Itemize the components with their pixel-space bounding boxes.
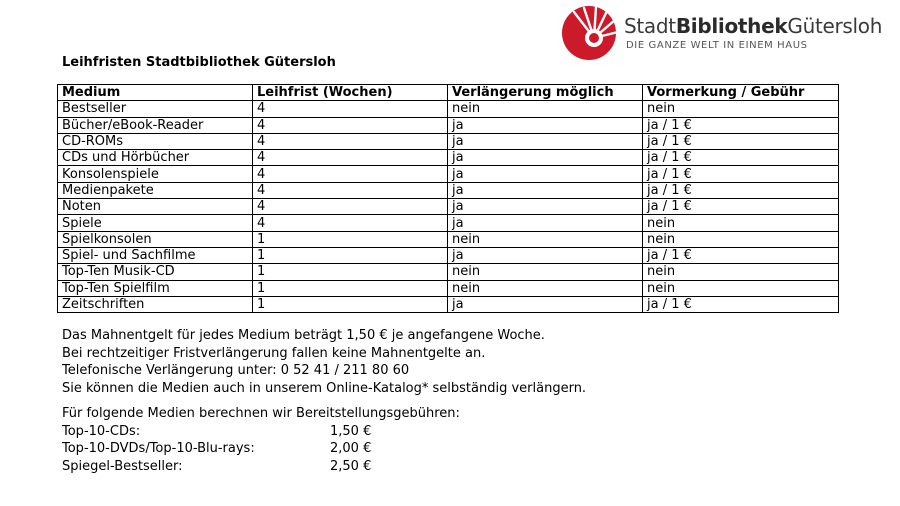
cell-renewal: ja: [448, 199, 643, 215]
cell-reservation-fee: nein: [643, 280, 839, 296]
cell-loan-period: 1: [253, 247, 448, 263]
note-line: Das Mahnentgelt für jedes Medium beträgt 1,50 € je angefangene Woche.: [62, 328, 545, 343]
cell-medium: Noten: [58, 199, 253, 215]
cell-renewal: ja: [448, 182, 643, 198]
cell-medium: Spiel- und Sachfilme: [58, 247, 253, 263]
fee-label: Top-10-DVDs/Top-10-Blu-rays:: [62, 441, 255, 456]
cell-reservation-fee: ja / 1 €: [643, 133, 839, 149]
cell-renewal: nein: [448, 231, 643, 247]
table-row: [58, 166, 839, 182]
cell-renewal: ja: [448, 166, 643, 182]
table-row: [58, 280, 839, 296]
table-row: [58, 199, 839, 215]
cell-medium: Medienpakete: [58, 182, 253, 198]
table-row: [58, 247, 839, 263]
cell-loan-period: 1: [253, 231, 448, 247]
fee-row: [62, 440, 460, 458]
cell-reservation-fee: ja / 1 €: [643, 166, 839, 182]
fee-value: 2,00 €: [330, 441, 372, 456]
note-line: Telefonische Verlängerung unter: 0 52 41 / 211 80 60: [62, 363, 410, 378]
cell-medium: Zeitschriften: [58, 296, 253, 312]
table-row: [58, 231, 839, 247]
cell-reservation-fee: ja / 1 €: [643, 247, 839, 263]
fees-block: [62, 405, 460, 475]
cell-reservation-fee: ja / 1 €: [643, 199, 839, 215]
cell-medium: CDs und Hörbücher: [58, 150, 253, 166]
fees-intro: Für folgende Medien berechnen wir Bereitstellungsgebühren:: [62, 406, 460, 421]
table-row: [58, 117, 839, 133]
table-row: [58, 296, 839, 312]
cell-loan-period: 4: [253, 182, 448, 198]
sunburst-logo-icon: [560, 4, 620, 62]
cell-renewal: nein: [448, 280, 643, 296]
cell-loan-period: 1: [253, 296, 448, 312]
notes-block: [62, 327, 586, 397]
table-row: [58, 215, 839, 231]
cell-reservation-fee: nein: [643, 101, 839, 117]
fee-label: Spiegel-Bestseller:: [62, 458, 183, 474]
fee-value: 1,50 €: [330, 423, 372, 439]
logo-name-part-1: Stadt: [624, 14, 676, 38]
cell-renewal: ja: [448, 296, 643, 312]
note-line: Sie können die Medien auch in unserem Online-Katalog* selbständig verlängern.: [62, 380, 587, 396]
table-row: [58, 264, 839, 280]
logo-tagline: DIE GANZE WELT IN EINEM HAUS: [626, 40, 808, 51]
cell-medium: Bestseller: [58, 101, 253, 117]
table-row: [58, 101, 839, 117]
table-header-row: [58, 85, 839, 101]
cell-reservation-fee: ja / 1 €: [643, 182, 839, 198]
cell-loan-period: 4: [253, 166, 448, 182]
logo-wordmark: [624, 14, 882, 38]
header-reservation-fee: Vormerkung / Gebühr: [643, 85, 839, 101]
note-line: Bei rechtzeitiger Fristverlängerung fallen keine Mahnentgelte an.: [62, 345, 486, 361]
fee-row: [62, 458, 460, 476]
cell-medium: Top-Ten Spielfilm: [58, 280, 253, 296]
cell-loan-period: 4: [253, 150, 448, 166]
fee-value: 2,50 €: [330, 458, 372, 474]
cell-reservation-fee: ja / 1 €: [643, 117, 839, 133]
cell-renewal: ja: [448, 133, 643, 149]
cell-reservation-fee: ja / 1 €: [643, 150, 839, 166]
header-loan-period: Leihfrist (Wochen): [253, 85, 448, 101]
cell-reservation-fee: ja / 1 €: [643, 296, 839, 312]
cell-medium: CD-ROMs: [58, 133, 253, 149]
cell-medium: Top-Ten Musik-CD: [58, 264, 253, 280]
cell-loan-period: 4: [253, 133, 448, 149]
cell-loan-period: 4: [253, 199, 448, 215]
cell-loan-period: 4: [253, 215, 448, 231]
cell-renewal: ja: [448, 150, 643, 166]
cell-reservation-fee: nein: [643, 215, 839, 231]
table-body: [58, 101, 839, 313]
cell-renewal: ja: [448, 117, 643, 133]
header-renewal: Verlängerung möglich: [448, 85, 643, 101]
cell-renewal: ja: [448, 247, 643, 263]
cell-loan-period: 1: [253, 280, 448, 296]
fee-label: Top-10-CDs:: [62, 423, 141, 439]
logo-name-part-2: Gütersloh: [787, 14, 883, 38]
cell-loan-period: 4: [253, 117, 448, 133]
logo-name-bold: Bibliothek: [675, 14, 788, 38]
loan-periods-table: [57, 84, 839, 313]
fee-row: [62, 423, 460, 441]
cell-medium: Konsolenspiele: [58, 166, 253, 182]
cell-reservation-fee: nein: [643, 231, 839, 247]
library-logo: [560, 4, 883, 62]
cell-medium: Bücher/eBook-Reader: [58, 117, 253, 133]
cell-renewal: nein: [448, 101, 643, 117]
cell-medium: Spiele: [58, 215, 253, 231]
cell-renewal: ja: [448, 215, 643, 231]
cell-renewal: nein: [448, 264, 643, 280]
page-title: Leihfristen Stadtbibliothek Gütersloh: [62, 55, 336, 70]
cell-medium: Spielkonsolen: [58, 231, 253, 247]
cell-loan-period: 1: [253, 264, 448, 280]
table-row: [58, 133, 839, 149]
table-row: [58, 182, 839, 198]
cell-loan-period: 4: [253, 101, 448, 117]
header-medium: Medium: [58, 85, 253, 101]
table-row: [58, 150, 839, 166]
cell-reservation-fee: nein: [643, 264, 839, 280]
